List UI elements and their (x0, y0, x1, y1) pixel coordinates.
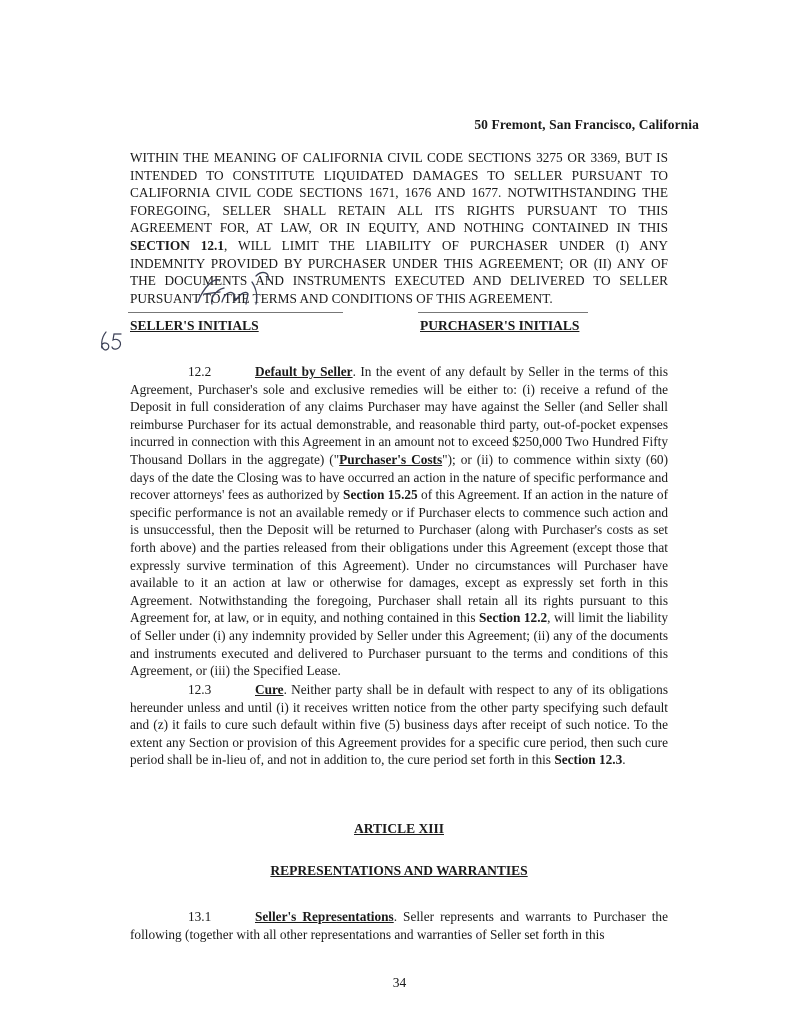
paragraph-text: . Seller represents and warrants to Purchaser the following (together with all other representations and warranties of Seller set forth in this (130, 909, 668, 942)
page-number: 34 (392, 975, 407, 990)
paragraph-text: of this Agreement. If an action in the nature of specific performance is not an available remedy or if Purchaser elects to commence such action and is unsuccessful, then the Deposit will be returned to Purchaser (along with Purchaser's costs as set forth above) and the parties released from their obligations under this Agreement (except those that expressly survive termination of this Agreement). Under no circumstances will Purchaser have available to it an action at law or otherwise for damages, except as expressly set forth in this Agreement. Notwithstanding the foregoing, Purchaser shall retain all its rights pursuant to this Agreement for, at law, or in equity, and nothing contained in this (130, 487, 668, 626)
handwritten-initials-signature (190, 264, 280, 314)
section-title: Default by Seller (255, 364, 353, 379)
article-heading: ARTICLE XIII (354, 821, 444, 836)
section-number: 13.1 (188, 909, 212, 924)
section-reference: Section 12.3 (554, 752, 623, 768)
section-title: Cure (255, 682, 284, 697)
paragraph-text: . In the event of any default by Seller in the terms of this Agreement, Purchaser's sole and exclusive remedies will be either to: (i) receive a refund of the Deposit in full consideration of any claims Purchaser may have against the Seller (and Seller shall reimburse Purchaser for its actual demonstrable, and reasonable third party, out-of-pocket expenses incurred in connection with this Agreement in an amount not to exceed $250,000 Two Hundred Fifty Thousand Dollars in the aggregate) (" (130, 364, 669, 467)
section-reference: SECTION 12.1 (130, 237, 225, 253)
page-header-address: 50 Fremont, San Francisco, California (474, 117, 699, 132)
section-title: Seller's Representations (255, 909, 394, 924)
clause-text-b: , WILL LIMIT THE LIABILITY OF PURCHASER UNDER (I) ANY INDEMNITY PROVIDED BY PURCHASER UNDER THIS AGREEMENT; OR (II) ANY OF THE DOCUMENTS AND INSTRUMENTS EXECUTED AND DELIVERED TO SELLER PURSUANT TO THE TERMS AND CONDITIONS OF THIS AGREEMENT. (130, 237, 668, 306)
section-12-3-paragraph (130, 681, 668, 769)
seller-initials-label: SELLER'S INITIALS (130, 318, 259, 333)
section-number: 12.2 (188, 364, 212, 379)
paragraph-text: . (622, 752, 626, 768)
paragraph-text: , will limit the liability of Seller under (i) any indemnity provided by Seller under this Agreement; (ii) any of the documents and instruments executed and delivered to Purchaser pursuant to the terms and conditions of this Agreement, or (iii) the Specified Lease. (130, 610, 668, 679)
paragraph-text: "); or (ii) to commence within sixty (60) days of the date the Closing was to have occurred an action in the nature of specific performance and recover attorneys' fees as authorized by (130, 451, 668, 503)
paragraph-text: . Neither party shall be in default with respect to any of its obligations hereunder unless and until (i) it receives written notice from the other party specifying such default and (z) it fails to cure such default within five (5) business days after receipt of such notice. To the extent any Section or provision of this Agreement provides for a specific cure period, then such cure period shall be in-lieu of, and not in addition to, the cure period set forth in this (130, 682, 668, 768)
initials-signature-row (128, 312, 588, 342)
section-reference: Section 12.2 (479, 610, 548, 626)
purchaser-initials-line (418, 312, 588, 313)
section-number: 12.3 (188, 682, 212, 697)
margin-handwritten-note (97, 328, 127, 354)
clause-text-a: WITHIN THE MEANING OF CALIFORNIA CIVIL CODE SECTIONS 3275 OR 3369, BUT IS INTENDED TO CONSTITUTE LIQUIDATED DAMAGES TO SELLER PURSUANT TO CALIFORNIA CIVIL CODE SECTIONS 1671, 1676 AND 1677. NOTWITHSTANDING THE FOREGOING, SELLER SHALL RETAIN ALL ITS RIGHTS PURSUANT TO THIS AGREEMENT FOR, AT LAW, OR IN EQUITY, AND NOTHING CONTAINED IN THIS (130, 150, 668, 236)
seller-initials-line (128, 312, 343, 313)
defined-term: Purchaser's Costs (339, 451, 443, 467)
article-subheading: REPRESENTATIONS AND WARRANTIES (270, 863, 528, 878)
purchaser-initials-label: PURCHASER'S INITIALS (420, 318, 580, 333)
section-12-2-paragraph (130, 363, 668, 680)
section-reference: Section 15.25 (343, 487, 418, 503)
section-13-1-paragraph (130, 908, 668, 943)
